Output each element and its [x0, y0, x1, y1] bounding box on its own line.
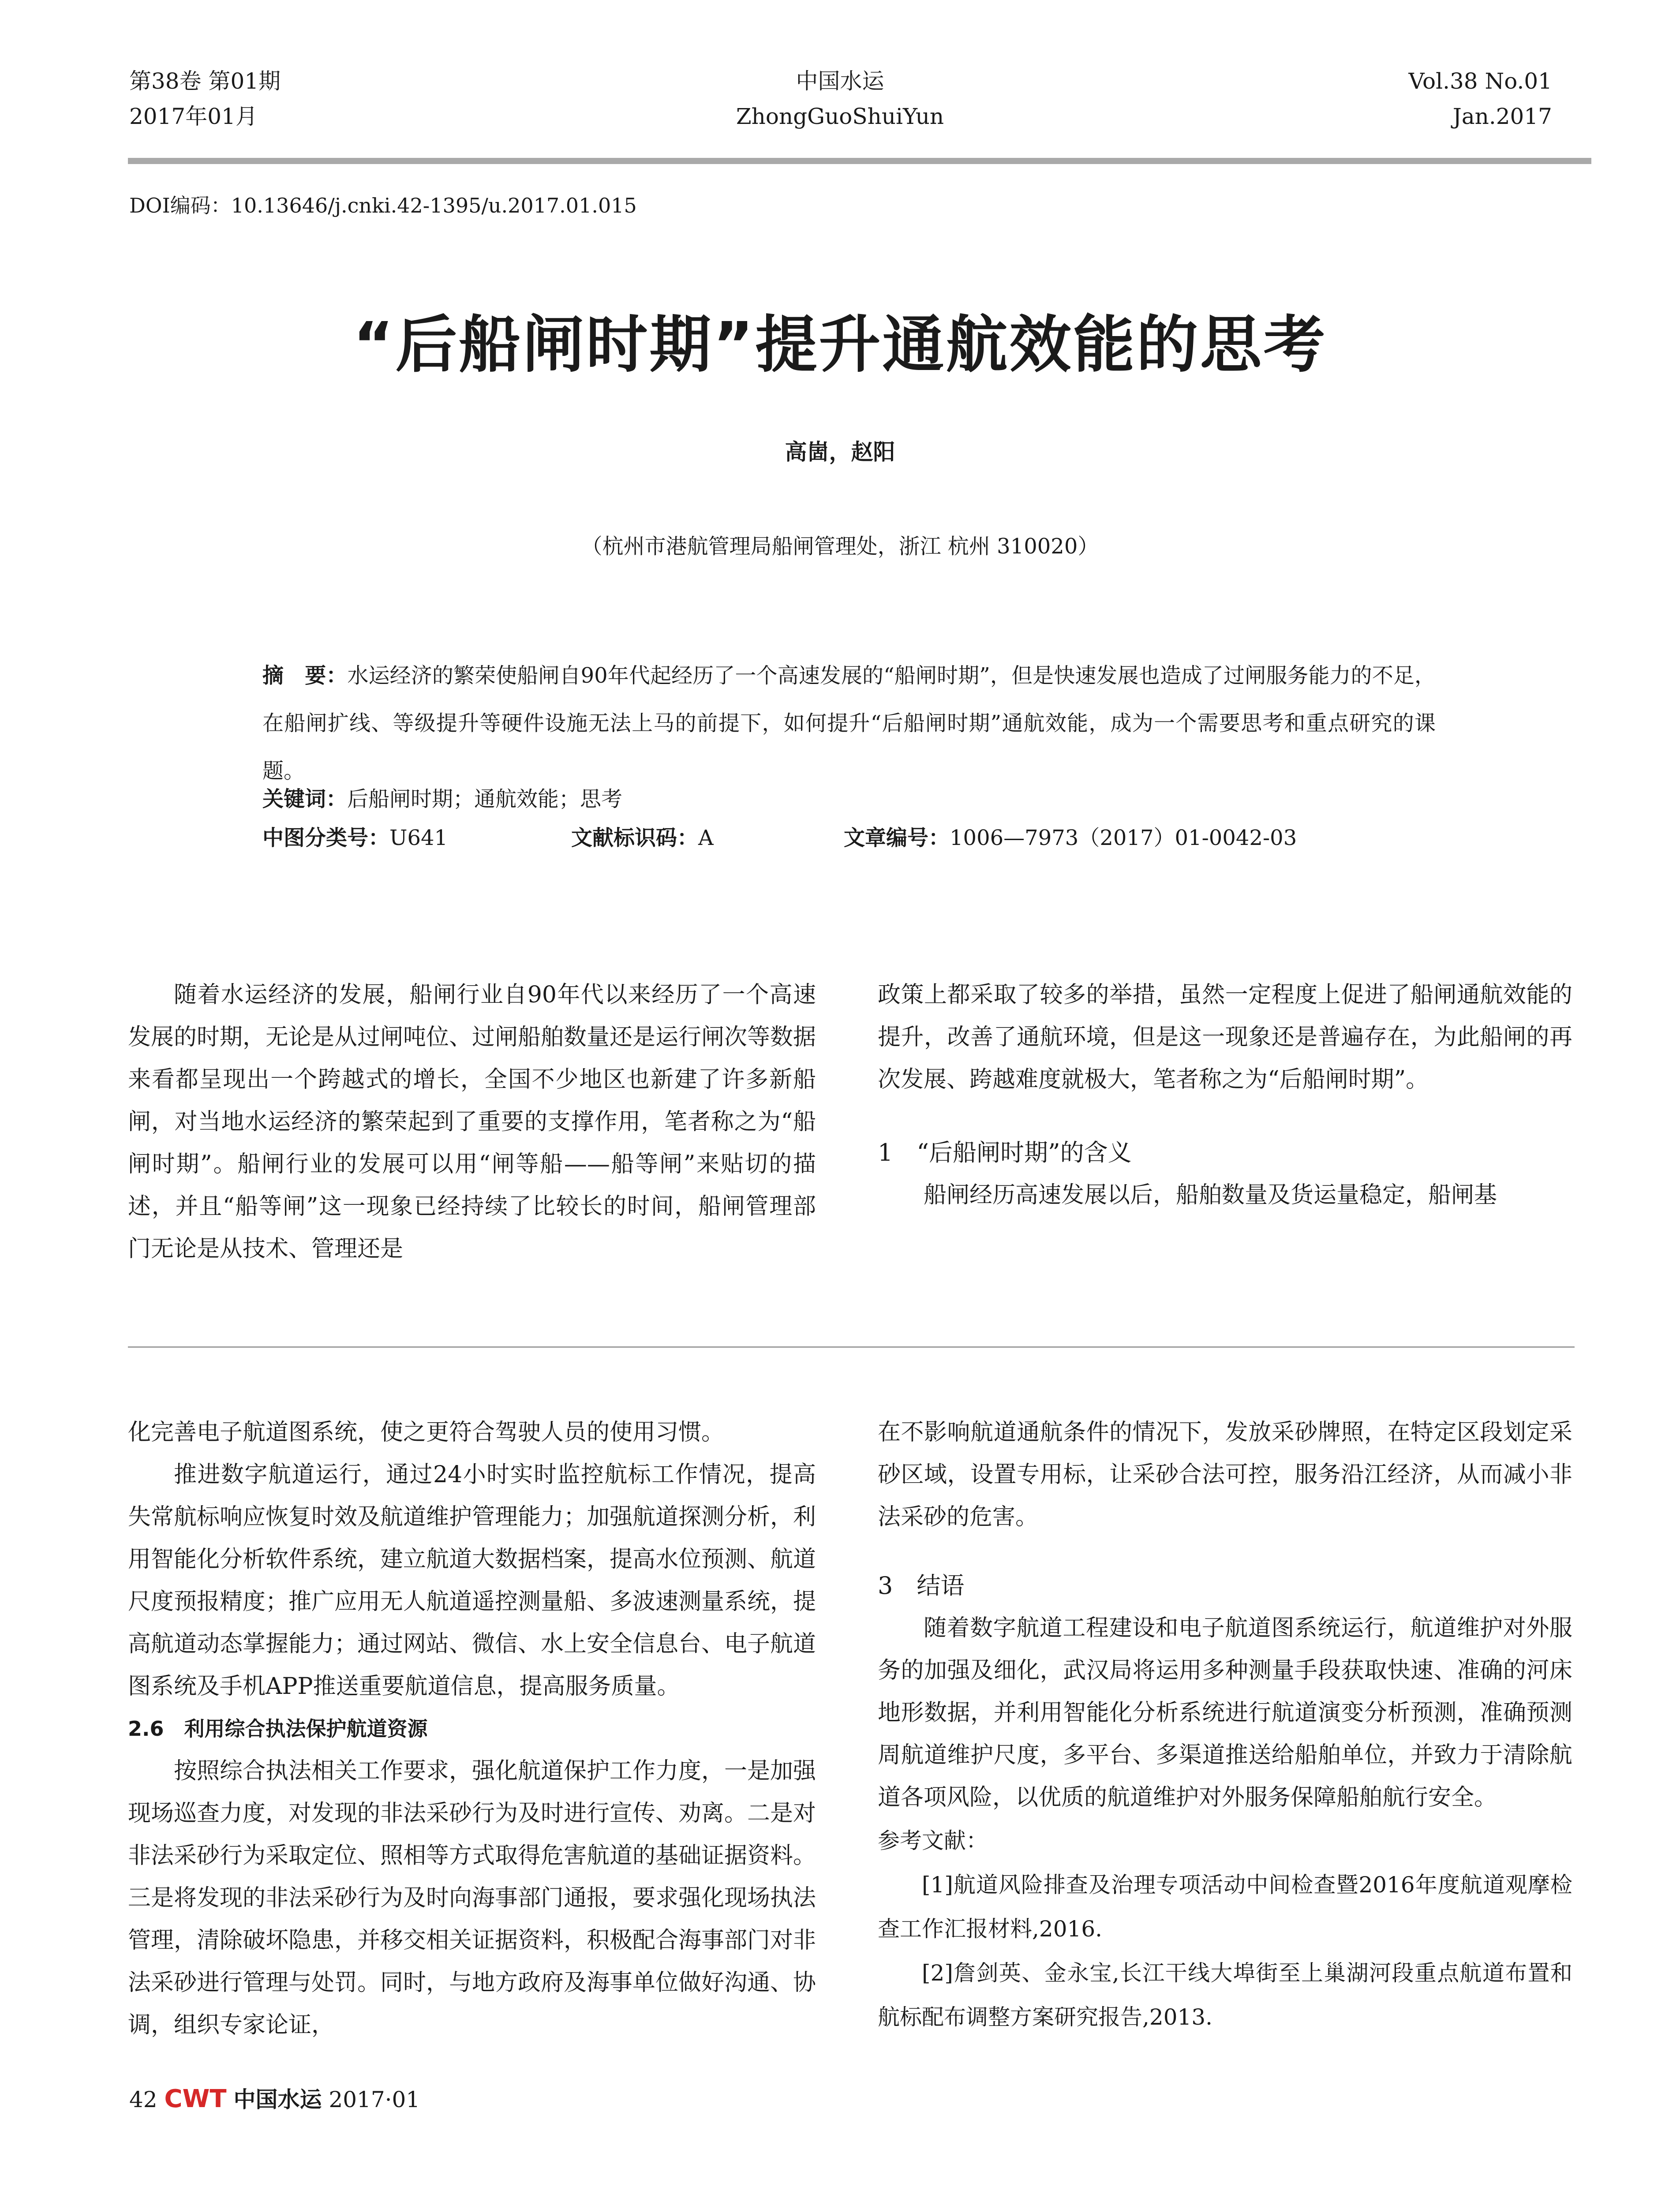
body-paragraph: 政策上都采取了较多的举措，虽然一定程度上促进了船闸通航效能的提升，改善了通航环境，但是这一现象还是普遍存在，为此船闸的再次发展、跨越难度就极大，笔者称之为“后船闸时期”。: [878, 982, 1572, 1093]
page-footer: [129, 2082, 420, 2117]
volume-issue-en: Vol.38 No.01: [1408, 68, 1552, 94]
abstract-text: 水运经济的繁荣使船闸自90年代起经历了一个高速发展的“船闸时期”，但是快速发展也造成了过闸服务能力的不足，在船闸扩线、等级提升等硬件设施无法上马的前提下，如何提升“后船闸时期”通航效能，成为一个需要思考和重点研究的课题。: [262, 663, 1436, 783]
article-title: “后船闸时期”提升通航效能的思考: [353, 309, 1327, 381]
publish-date: 2017年01月: [129, 104, 258, 129]
subsection-heading: 2.6 利用综合执法保护航道资源: [128, 1717, 428, 1741]
abstract-label: 摘 要：: [262, 663, 348, 688]
upper-right-column: [878, 974, 1572, 1216]
body-paragraph: 随着数字航道工程建设和电子航道图系统运行，航道维护对外服务的加强及细化，武汉局将运用多种测量手段获取快速、准确的河床地形数据，并利用智能化分析系统进行航道演变分析预测，准确预测周航道维护尺度，多平台、多渠道推送给船舶单位，并致力于清除航道各项风险，以优质的航道维护对外服务保障船舶航行安全。: [878, 1615, 1572, 1811]
body-paragraph: 按照综合执法相关工作要求，强化航道保护工作力度，一是加强现场巡查力度，对发现的非法采砂行为及时进行宣传、劝离。二是对非法采砂行为采取定位、照相等方式取得危害航道的基础证据资料。三是将发现的非法采砂行为及时向海事部门通报，要求强化现场执法管理，清除破坏隐患，并移交相关证据资料，积极配合海事部门对非法采砂进行管理与处罚。同时，与地方政府及海事单位做好沟通、协调，组织专家论证，: [128, 1758, 816, 2038]
reference-item: [2]詹剑英、金永宝,长江干线大埠街至上巢湖河段重点航道布置和航标配布调整方案研究报告,2013.: [878, 1960, 1572, 2030]
header-right: [1408, 64, 1552, 134]
keywords: [262, 775, 622, 823]
footer-journal: 中国水运: [233, 2087, 322, 2112]
body-paragraph: 随着水运经济的发展，船闸行业自90年代以来经历了一个高速发展的时期，无论是从过闸吨位、过闸船舶数量还是运行闸次等数据来看都呈现出一个跨越式的增长，全国不少地区也新建了许多新船闸，对当地水运经济的繁荣起到了重要的支撑作用，笔者称之为“船闸时期”。船闸行业的发展可以用“闸等船——船等闸”来贴切的描述，并且“船等闸”这一现象已经持续了比较长的时间，船闸管理部门无论是从技术、管理还是: [128, 982, 816, 1262]
reference-item: [1]航道风险排查及治理专项活动中间检查暨2016年度航道观摩检查工作汇报材料,2016.: [878, 1872, 1572, 1942]
publish-date-en: Jan.2017: [1452, 104, 1552, 129]
page-number: 42: [129, 2087, 157, 2112]
section-heading: 3 结语: [878, 1572, 965, 1600]
abstract: [262, 652, 1436, 795]
keywords-text: 后船闸时期；通航效能；思考: [347, 787, 623, 811]
footer-issue: 2017·01: [329, 2087, 420, 2112]
authors: 高崮，赵阳: [785, 439, 895, 465]
article-number: 文章编号：1006—7973（2017）01-0042-03: [844, 826, 1297, 850]
upper-left-column: [128, 974, 816, 1270]
body-paragraph: 化完善电子航道图系统，使之更符合驾驶人员的使用习惯。: [128, 1419, 725, 1446]
keywords-label: 关键词：: [262, 787, 348, 811]
volume-issue: 第38卷 第01期: [129, 68, 281, 94]
body-paragraph: 推进数字航道运行，通过24小时实时监控航标工作情况，提高失常航标响应恢复时效及航道维护管理能力；加强航道探测分析，利用智能化分析软件系统，建立航道大数据档案，提高水位预测、航道尺度预报精度；推广应用无人航道遥控测量船、多波速测量系统，提高航道动态掌握能力；通过网站、微信、水上安全信息台、电子航道图系统及手机APP推送重要航道信息，提高服务质量。: [128, 1461, 816, 1700]
body-paragraph: 船闸经历高速发展以后，船舶数量及货运量稳定，船闸基: [924, 1182, 1497, 1208]
document-code: 文献标识码：A: [571, 826, 714, 850]
references-label: 参考文献：: [878, 1828, 988, 1854]
cwt-logo: CWT: [164, 2085, 227, 2113]
doi: DOI编码：10.13646/j.cnki.42-1395/u.2017.01.015: [129, 194, 637, 217]
clc-code: 中图分类号：U641: [262, 826, 448, 850]
header-rule: [128, 158, 1591, 164]
lower-right-column: [878, 1411, 1572, 2039]
lower-left-column: [128, 1411, 816, 2046]
journal-name-cn: 中国水运: [796, 68, 884, 94]
journal-name-pinyin: ZhongGuoShuiYun: [736, 104, 944, 129]
body-paragraph: 在不影响航道通航条件的情况下，发放采砂牌照，在特定区段划定采砂区域，设置专用标，让采砂合法可控，服务沿江经济，从而减小非法采砂的危害。: [878, 1419, 1572, 1530]
section-divider: [128, 1346, 1575, 1348]
section-heading: 1 “后船闸时期”的含义: [878, 1139, 1132, 1166]
affiliation: （杭州市港航管理局船闸管理处，浙江 杭州 310020）: [581, 534, 1099, 559]
